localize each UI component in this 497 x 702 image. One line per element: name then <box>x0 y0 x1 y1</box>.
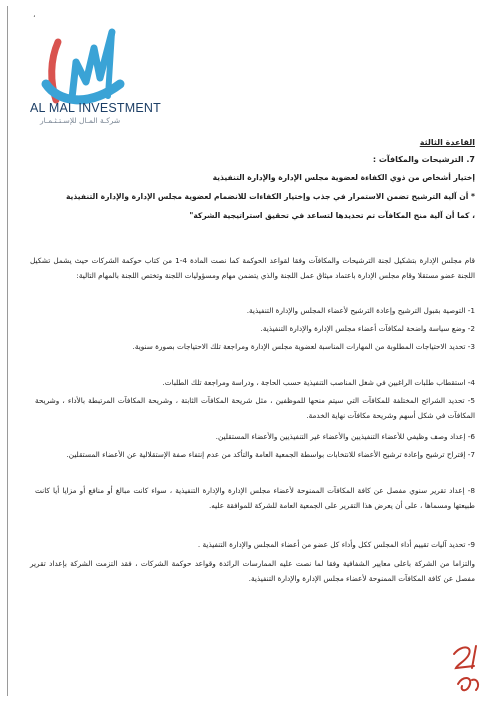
list-item <box>35 537 475 552</box>
brand-name-ar: شركـة المـال للإسـتـثـمـار <box>40 116 121 125</box>
item-text: إعداد تقرير سنوي مفصل عن كافة المكافآت الممنوحة لأعضاء مجلس الإدارة والإدارة التنفيذية ، سواء كانت مبالغ أو منافع أو مزايا أيا كانت طبيعتها ومسماها ، على أن يعرض هذا التقرير على الجمعية العامة للشركة للموافقة عليه. <box>35 486 475 510</box>
item-text: استقطاب طلبات الراغبين في شغل المناصب التنفيذية حسب الحاجة ، ودراسة ومراجعة تلك الطلبات. <box>162 378 466 387</box>
section-heading: 7. الترشيحات والمكافآت : <box>372 155 475 164</box>
item-number: 4- <box>467 378 475 387</box>
top-mark: ، <box>33 10 36 19</box>
item-number: 2- <box>467 324 475 333</box>
item-number: 1- <box>467 306 475 315</box>
list-item <box>35 375 475 390</box>
item-number: 9- <box>467 540 475 549</box>
item-number: 6- <box>467 432 475 441</box>
intro-line-2: * أن آلية الترشيح تضمن الاستمرار في جذب وإختيار الكفاءات للانضمام لعضوية مجلس الإدارة والإدارة التنفيذية <box>65 192 475 201</box>
list-item <box>35 303 475 318</box>
page-border-line <box>7 6 8 696</box>
item-text: إقتراح ترشيح وإعادة ترشيح الأعضاء للانتخابات بواسطة الجمعية العامة والتأكد من عدم إنتفاء صفة الإستقلالية عن الأعضاء المستقلين. <box>66 450 466 459</box>
rule-heading: القاعدة الثالثة <box>419 138 475 147</box>
item-text: التوصية بقبول الترشيح وإعادة الترشيح لأعضاء المجلس والإدارة التنفيذية. <box>246 306 466 315</box>
list-item <box>35 321 475 336</box>
item-text: وضع سياسة واضحة لمكافآت أعضاء مجلس الإدارة والإدارة التنفيذية. <box>260 324 466 333</box>
intro-paragraph: قام مجلس الإدارة بتشكيل لجنة الترشيحات والمكافآت وفقا لقواعد الحوكمة كما نصت المادة 4-1 من كتاب حوكمة الشركات حيث يشمل تشكيل اللجنة عضو مستقلا وقام مجلس الإدارة باعتماد ميثاق عمل اللجنة والذي يتضمن مهام ومسؤوليات اللجنة وتختص اللجنة بالمهام التالية: <box>30 256 475 280</box>
item-number: 5- <box>467 396 475 405</box>
list-item <box>35 483 475 513</box>
intro-line-1: إختيار أشخاص من ذوي الكفاءة لعضوية مجلس الإدارة والإدارة التنفيذية <box>212 173 475 182</box>
closing-paragraph: والتزاما من الشركة باعلى معايير الشفافية وفقا لما نصت عليه الممارسات الرائدة وقواعد حوكمة الشركات ، فقد التزمت الشركة بإعداد تقرير مفصل عن كافة المكافآت الممنوحة لأعضاء مجلس الإدارة والإدارة التنفيذية. <box>30 559 475 583</box>
list-item <box>35 447 475 462</box>
list-item <box>35 429 475 444</box>
intro-line-3: ، كما أن آلية منح المكافآت تم تحديدها لتساعد في تحقيق استراتيجية الشركة" <box>189 211 475 220</box>
brand-name-en: AL MAL INVESTMENT <box>30 101 161 115</box>
item-number: 8- <box>467 486 475 495</box>
list-item <box>35 393 475 423</box>
item-number: 3- <box>467 342 475 351</box>
item-text: تحديد الاحتياجات المطلوبة من المهارات المناسبة لعضوية مجلس الإدارة ومراجعة تلك الاحتياجات بصورة سنوية. <box>132 342 466 351</box>
item-number: 7- <box>467 450 475 459</box>
item-text: تحديد الشرائح المختلفة للمكافآت التي سيتم منحها للموظفين ، مثل شريحة المكافآت الثابتة ، وشريحة المكافآت المرتبطة بالأداء ، وشريحة المكافآت في شكل أسهم وشريحة مكافآت نهاية الخدمة. <box>35 396 475 420</box>
item-text: تحديد آليات تقييم أداء المجلس ككل وأداء كل عضو من أعضاء المجلس والإدارة التنفيذية . <box>197 540 466 549</box>
handwritten-page-number <box>448 640 484 696</box>
list-item <box>35 339 475 354</box>
item-text: إعداد وصف وظيفي للأعضاء التنفيذيين والأعضاء غير التنفيذيين والأعضاء المستقلين. <box>215 432 466 441</box>
